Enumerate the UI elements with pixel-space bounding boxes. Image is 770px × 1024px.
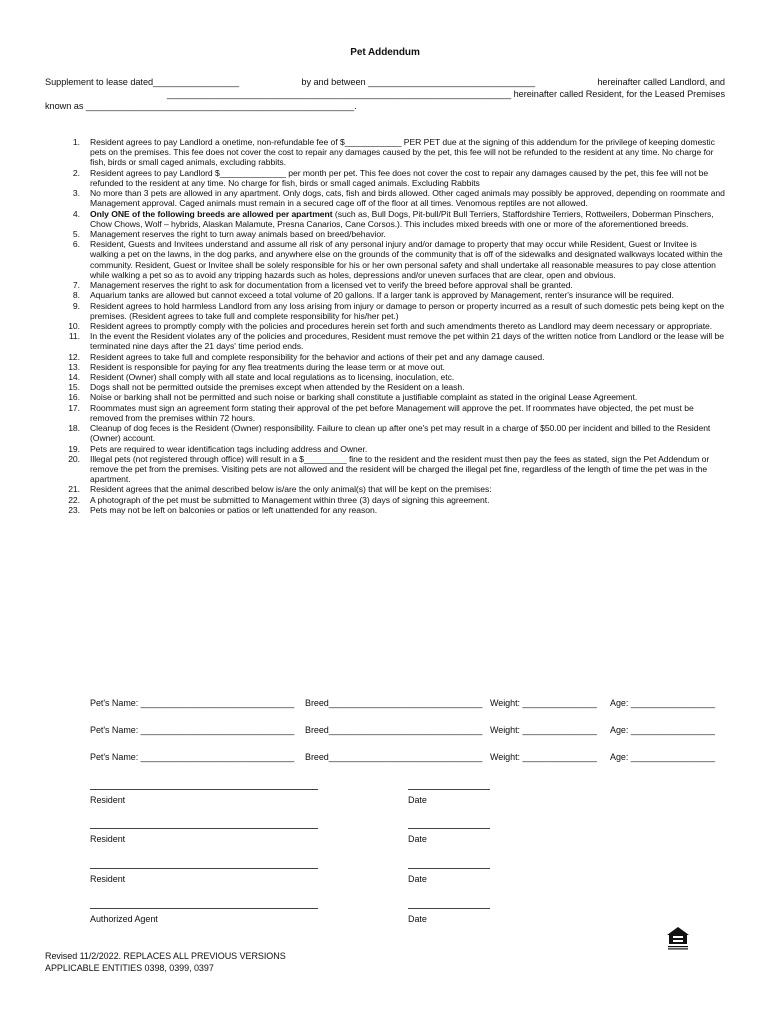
item-number: 2.: [72, 167, 80, 178]
item-text: Resident, Guests and Invitees understand and assume all risk of any personal injury and/or damage to property that may occur while Resident, Guest or Invitee is walking a pet on the lawns, in the dog parks, and anywhere else on the grounds of the community that is off of the sidewalks and designated walkways located within the community. Resident, Guest or Invitee shall be solely responsible for his or her own personal safety and shall undertake all reasonable measures to pay close attention while walking a pet so as to avoid any tripping hazards such as holes, depressions and/or uneven surfaces that are clear, open and obvious.: [90, 239, 723, 280]
item-text: Aquarium tanks are allowed but cannot exceed a total volume of 20 gallons. If a larger tank is approved by Management, renter's insurance will be required.: [90, 290, 674, 301]
signature-line[interactable]: [90, 908, 318, 909]
pet-age-field[interactable]: Age: _________________: [610, 725, 716, 735]
list-item: [45, 392, 725, 402]
equal-housing-opportunity-icon: [665, 925, 691, 951]
signature-line[interactable]: [90, 868, 318, 869]
item-number: 22.: [68, 494, 80, 505]
list-item: [45, 290, 725, 300]
item-number: 12.: [68, 351, 80, 362]
page-title: Pet Addendum: [350, 47, 420, 58]
intro-block: [45, 77, 725, 113]
item-text: Resident agrees to take full and complete responsibility for the behavior and actions of their pet and any damage caused.: [90, 351, 545, 362]
item-number: 6.: [72, 239, 80, 250]
item-number: 10.: [68, 320, 80, 331]
list-item: [45, 239, 725, 280]
item-number: 17.: [68, 402, 80, 413]
item-bold-text: Only ONE of the following breeds are allowed per apartment: [90, 208, 333, 219]
landlord-label: hereinafter called Landlord, and: [597, 77, 725, 87]
item-number: 7.: [72, 280, 80, 291]
item-number: 20.: [68, 453, 80, 464]
item-number: 23.: [68, 504, 80, 515]
item-number: 15.: [68, 382, 80, 393]
item-text: Noise or barking shall not be permitted and such noise or barking shall constitute a justifiable complaint as stated in the original Lease Agreement.: [90, 392, 638, 403]
item-text: Management reserves the right to ask for documentation from a licensed vet to verify the breed before approval shall be granted.: [90, 280, 573, 291]
pet-breed-field[interactable]: Breed_______________________________: [305, 725, 483, 735]
entities-note: APPLICABLE ENTITIES 0398, 0399, 0397: [45, 962, 214, 973]
item-text: Resident agrees to hold harmless Landlord from any loss arising from injury or damage to person or property incurred as a result of such domestic pets being kept on the premises. (Resident agrees to take full and complete responsibility for his/her pet.): [90, 300, 725, 321]
signature-label: Resident: [90, 834, 126, 844]
item-number: 5.: [72, 228, 80, 239]
list-item: [45, 423, 725, 443]
item-number: 13.: [68, 361, 80, 372]
item-text: Resident agrees that the animal described below is/are the only animal(s) that will be kept on the premises:: [90, 484, 492, 495]
pet-name-field[interactable]: Pet's Name: _______________________________: [90, 698, 295, 708]
item-number: 8.: [72, 290, 80, 301]
item-text: Resident is responsible for paying for any flea treatments during the lease term or at move out.: [90, 361, 445, 372]
date-line[interactable]: [408, 789, 490, 790]
signature-line[interactable]: [90, 828, 318, 829]
list-item: [45, 188, 725, 208]
list-item: [45, 321, 725, 331]
pet-weight-field[interactable]: Weight: _______________: [490, 725, 597, 735]
lease-date-field[interactable]: Supplement to lease dated_________________: [45, 77, 240, 87]
item-text: Cleanup of dog feces is the Resident (Owner) responsibility. Failure to clean up after one's pet may result in a charge of $50.00 per incident and billed to the Resident (Owner) account.: [90, 423, 711, 444]
pet-breed-field[interactable]: Breed_______________________________: [305, 698, 483, 708]
date-line[interactable]: [408, 908, 490, 909]
signature-line[interactable]: [90, 789, 318, 790]
date-line[interactable]: [408, 868, 490, 869]
item-text: No more than 3 pets are allowed in any apartment. Only dogs, cats, fish and birds allowed. Other caged animals may possibly be approved, depending on roommate and Management approval. Caged animals must remain in a secured cage off of the floor at all times. Venomous reptiles are not allowed.: [90, 188, 725, 209]
date-label: Date: [408, 795, 427, 805]
pet-name-field[interactable]: Pet's Name: _______________________________: [90, 752, 295, 762]
item-text: Pets are required to wear identification tags including address and Owner.: [90, 443, 368, 454]
item-text: Illegal pets (not registered through office) will result in a $_________ fine to the resident and the resident must then pay the fees as stated, sign the Pet Addendum or remove the pet from the premises. Visiting pets are not allowed and the resident will be charged the illegal pet fine, regardless of the length of time the pet was in the apartment.: [90, 453, 710, 485]
landlord-field[interactable]: by and between _________________________________: [301, 77, 536, 87]
list-item: [45, 352, 725, 362]
pet-weight-field[interactable]: Weight: _______________: [490, 752, 597, 762]
item-number: 14.: [68, 372, 80, 383]
item-number: 21.: [68, 484, 80, 495]
date-line[interactable]: [408, 828, 490, 829]
list-item: [45, 382, 725, 392]
pet-breed-field[interactable]: Breed_______________________________: [305, 752, 483, 762]
list-item: [45, 372, 725, 382]
resident-field[interactable]: ____________________________________________________________________ hereinafter called Resident, for the Leased Premises: [167, 88, 725, 99]
list-item: [45, 403, 725, 423]
item-rest-text: (such as, Bull Dogs, Pit-bull/Pit Bull Terriers, Staffordshire Terriers, Rottweilers, Doberman Pinschers, Chow Chows, Wolf – hybrids, Alaskan Malamute, Presna Canarios, Cane Corsos.). This includes mixed breeds with one or more of the aforementioned breeds.: [90, 208, 714, 229]
item-number: 11.: [68, 331, 80, 342]
terms-list: [45, 137, 725, 515]
item-number: 1.: [72, 137, 80, 147]
pet-row: [90, 698, 730, 725]
list-item: [45, 301, 725, 321]
item-text: A photograph of the pet must be submitted to Management within three (3) days of signing this agreement.: [90, 494, 490, 505]
list-item: [45, 331, 725, 351]
item-text: Management reserves the right to turn away animals based on breed/behavior.: [90, 228, 386, 239]
date-label: Date: [408, 874, 427, 884]
item-text: Roommates must sign an agreement form stating their approval of the pet before Management will approve the pet. If roommates have objected, the pet must be removed from the premises within 72 hours.: [90, 402, 694, 423]
list-item: [45, 280, 725, 290]
pet-row: [90, 752, 730, 779]
revision-note: Revised 11/2/2022. REPLACES ALL PREVIOUS VERSIONS: [45, 951, 286, 961]
pet-name-field[interactable]: Pet's Name: _______________________________: [90, 725, 295, 735]
footer: [45, 951, 286, 974]
list-item: [45, 444, 725, 454]
premises-field[interactable]: known as _____________________________________________________.: [45, 100, 357, 111]
item-number: 19.: [68, 443, 80, 454]
list-item: [45, 168, 725, 188]
item-number: 18.: [68, 423, 80, 434]
pet-age-field[interactable]: Age: _________________: [610, 698, 716, 708]
item-number: 3.: [72, 188, 80, 199]
item-text: In the event the Resident violates any of the policies and procedures, Resident must remove the pet within 21 days of the written notice from Landlord or the lease will be terminated nine days after the 21 days' time period ends.: [90, 331, 724, 352]
date-label: Date: [408, 914, 427, 924]
item-text: Resident agrees to promptly comply with the policies and procedures herein set forth and such amendments thereto as Landlord may deem necessary or appropriate.: [90, 320, 713, 331]
list-item: [45, 484, 725, 494]
list-item: [45, 137, 725, 168]
list-item: [45, 495, 725, 505]
list-item: [45, 454, 725, 485]
item-number: 4.: [72, 208, 80, 219]
pet-age-field[interactable]: Age: _________________: [610, 752, 716, 762]
item-number: 9.: [72, 300, 80, 311]
signature-label: Authorized Agent: [90, 914, 158, 924]
list-item: [45, 209, 725, 229]
pet-row: [90, 725, 730, 752]
item-text: Resident agrees to pay Landlord $______________ per month per pet. This fee does not cover the cost to repair any damages caused by the pet, this fee will not be refunded to the resident at any time. No charge for fish, birds or small caged animals. Excluding Rabbits: [90, 167, 709, 188]
list-item: [45, 229, 725, 239]
date-label: Date: [408, 834, 427, 844]
item-text: Resident agrees to pay Landlord a onetime, non-refundable fee of $____________ PER PET due at the signing of this addendum for the privilege of keeping domestic pets on the premises. This fee does not cover the cost to repair any damages caused by the pet, this fee will not be refunded to the resident at any time. No charge for fish, birds or small caged animals, excluding rabbits.: [90, 137, 715, 168]
signature-label: Resident: [90, 795, 126, 805]
signature-label: Resident: [90, 874, 126, 884]
pet-weight-field[interactable]: Weight: _______________: [490, 698, 597, 708]
item-number: 16.: [68, 392, 80, 403]
list-item: [45, 505, 725, 515]
list-item: [45, 362, 725, 372]
item-text: Pets may not be left on balconies or patios or left unattended for any reason.: [90, 504, 378, 515]
item-text: Dogs shall not be permitted outside the premises except when attended by the Resident on a leash.: [90, 382, 465, 393]
pet-info-section: [90, 698, 730, 779]
item-text: Resident (Owner) shall comply with all state and local regulations as to licensing, inoculation, etc.: [90, 372, 455, 383]
item-text: [90, 209, 725, 229]
